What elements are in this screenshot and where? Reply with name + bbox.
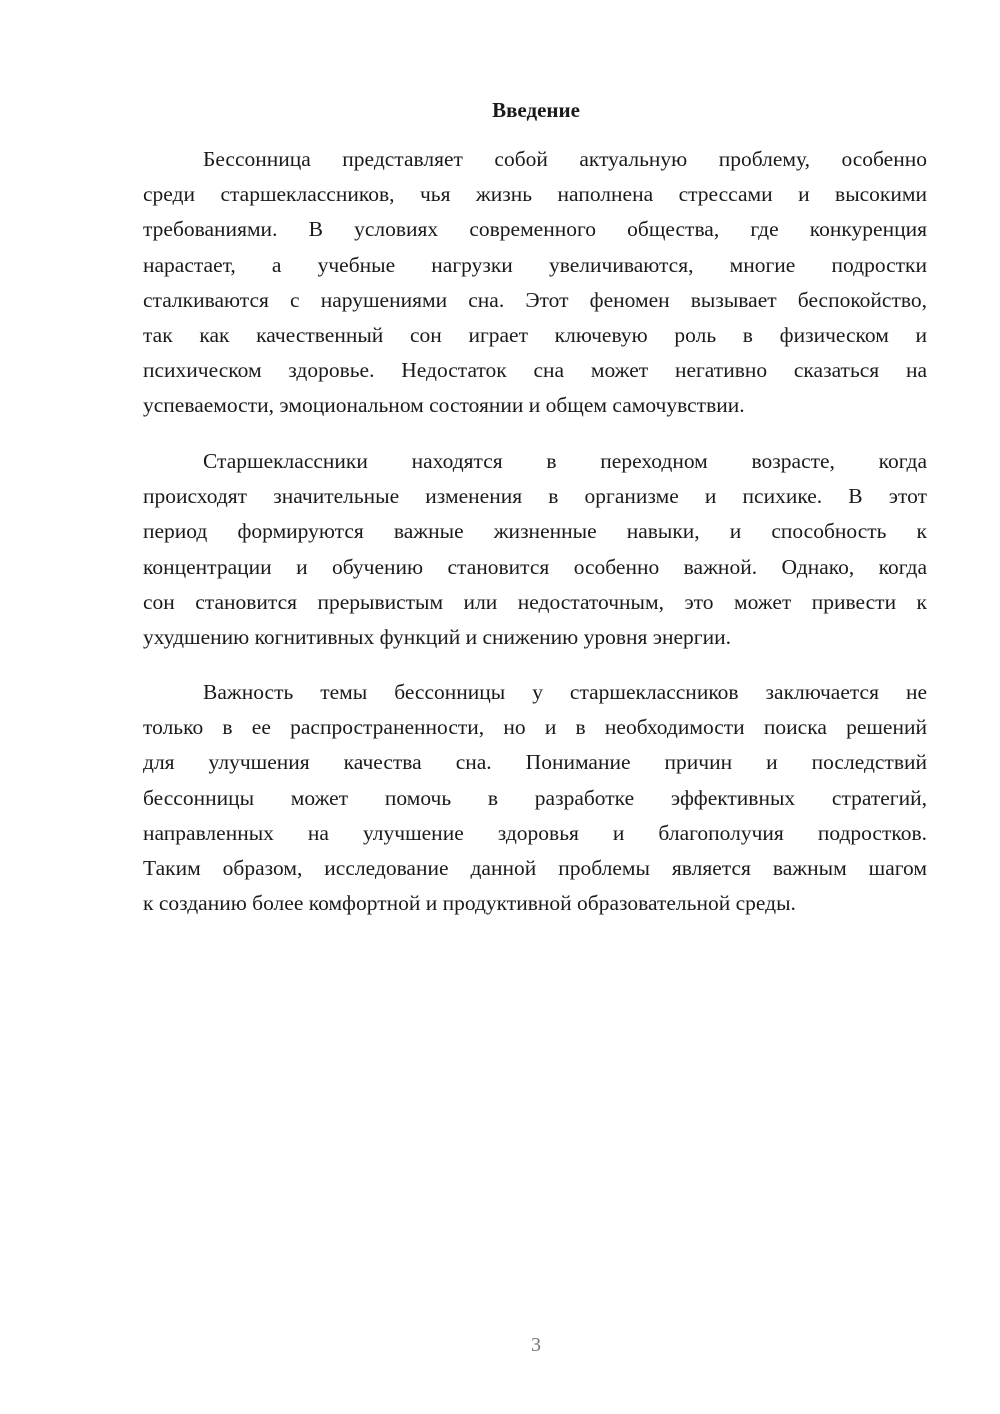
text-line: Важность темы бессонницы у старшеклассников заключается не (203, 680, 927, 704)
text-line: среди старшеклассников, чья жизнь наполнена стрессами и высокими (143, 182, 927, 207)
paragraph-3 (143, 675, 927, 921)
text-line: успеваемости, эмоциональном состоянии и общем самочувствии. (143, 393, 745, 418)
text-line: психическом здоровье. Недостаток сна может негативно сказаться на (143, 358, 927, 383)
page-number: 3 (531, 1334, 541, 1356)
text-line: бессонницы может помочь в разработке эффективных стратегий, (143, 785, 927, 810)
text-line: Старшеклассники находятся в переходном возрасте, когда (203, 449, 927, 473)
text-line: происходят значительные изменения в организме и психике. В этот (143, 484, 927, 509)
text-line: сталкиваются с нарушениями сна. Этот феномен вызывает беспокойство, (143, 287, 927, 312)
text-line: так как качественный сон играет ключевую роль в физическом и (143, 322, 927, 347)
text-line: период формируются важные жизненные навыки, и способность к (143, 519, 927, 544)
text-line: только в ее распространенности, но и в необходимости поиска решений (143, 715, 927, 740)
text-line: Бессонница представляет собой актуальную проблему, особенно (203, 147, 927, 171)
text-line: концентрации и обучению становится особенно важной. Однако, когда (143, 554, 927, 579)
text-line: к созданию более комфортной и продуктивной образовательной среды. (143, 891, 796, 916)
paragraph-2 (143, 444, 927, 655)
page-title: Введение (492, 98, 580, 122)
text-line: направленных на улучшение здоровья и благополучия подростков. (143, 820, 927, 845)
text-line: для улучшения качества сна. Понимание причин и последствий (143, 750, 927, 775)
text-line: требованиями. В условиях современного общества, где конкуренция (143, 217, 927, 242)
paragraph-1 (143, 142, 927, 424)
text-line: Таким образом, исследование данной проблемы является важным шагом (143, 855, 927, 880)
text-line: нарастает, а учебные нагрузки увеличиваются, многие подростки (143, 252, 927, 277)
text-line: ухудшению когнитивных функций и снижению уровня энергии. (143, 624, 732, 649)
text-line: сон становится прерывистым или недостаточным, это может привести к (143, 589, 927, 614)
